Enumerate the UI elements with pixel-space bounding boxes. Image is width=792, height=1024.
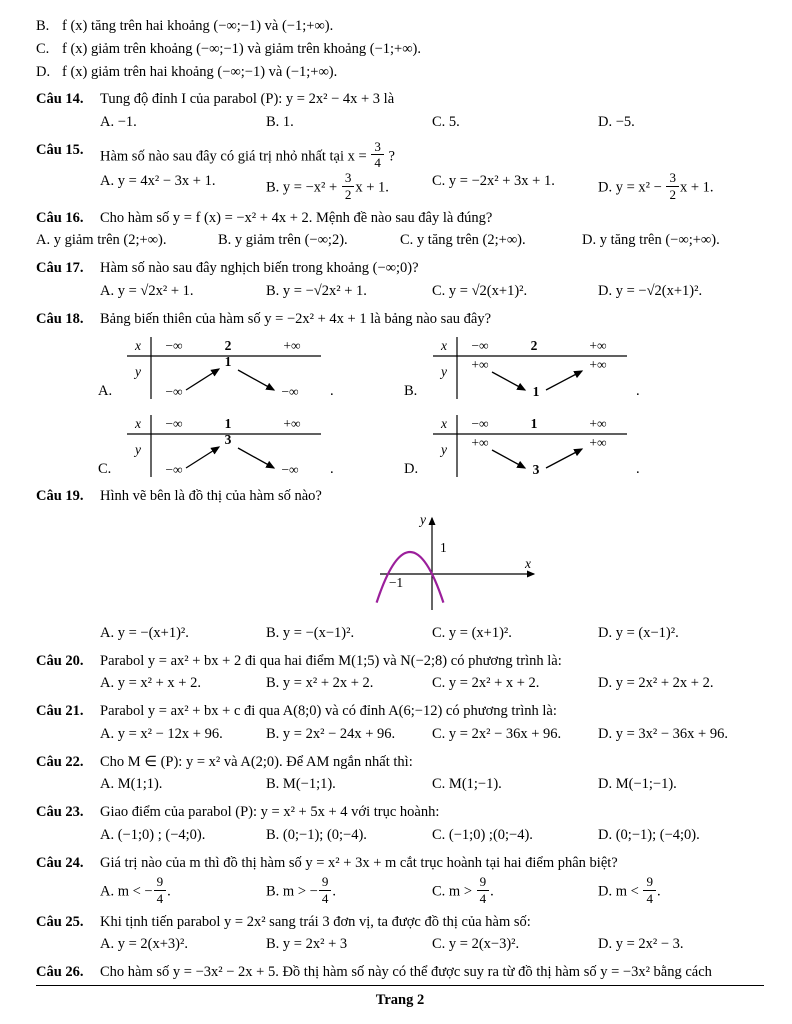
option-item: B. y = x² + 2x + 2. [266, 675, 374, 692]
option-text: f (x) giảm trên khoảng (−∞;−1) và giảm trên khoảng (−1;+∞). [62, 40, 421, 57]
question [36, 309, 764, 481]
question-stem: Hàm số nào sau đây nghịch biến trong khoảng (−∞;0)? [100, 260, 419, 276]
question-number: Câu 24. [36, 854, 84, 871]
question-stem: Cho hàm số y = −3x² − 2x + 5. Đồ thị hàm số này có thể được suy ra từ đồ thị hàm số y = −3x² bằng cách [100, 964, 712, 981]
question [36, 701, 764, 746]
x-value: 2 [530, 338, 538, 354]
question [36, 651, 764, 696]
question-line [36, 962, 764, 984]
fraction [643, 875, 656, 905]
question-line [36, 853, 764, 875]
y-limit: −∞ [165, 462, 183, 478]
option-item: B. (0;−1); (0;−4). [266, 826, 367, 843]
option-item: C. y = −2x² + 3x + 1. [432, 173, 555, 190]
y-extremum: 1 [532, 384, 540, 400]
question-stem: Khi tịnh tiến parabol y = 2x² sang trái 3 đơn vị, ta được đồ thị của hàm số: [100, 913, 531, 930]
options-row [100, 171, 764, 201]
question-line [36, 486, 764, 508]
question-line [36, 802, 764, 824]
options-row [100, 673, 764, 695]
question [36, 752, 764, 797]
option-item: A. y = 4x² − 3x + 1. [100, 173, 216, 190]
option-item: D. y = 2x² − 3. [598, 936, 684, 953]
variation-table-option [98, 412, 404, 480]
y-limit: −∞ [281, 462, 299, 478]
document-content [36, 16, 764, 984]
variation-table-option [404, 412, 710, 480]
trend-arrow [546, 449, 582, 468]
options-row [100, 875, 764, 905]
option-text: f (x) giảm trên hai khoảng (−∞;−1) và (−1;+∞). [62, 63, 338, 80]
option-item: D. y = x² − $\frac{3}{2}$ x + 1. [598, 170, 714, 202]
variation-tables [98, 334, 764, 480]
question-line [36, 309, 764, 331]
y-tick-label: 1 [440, 540, 447, 555]
question [36, 89, 764, 134]
options-row [100, 112, 764, 134]
x-value: +∞ [283, 416, 301, 432]
y-row-header: y [441, 364, 447, 380]
fraction-denominator: 4 [321, 890, 329, 906]
trend-arrow [492, 450, 525, 468]
question-stem: Parabol y = ax² + bx + 2 đi qua hai điểm M(1;5) và N(−2;8) có phương trình là: [100, 652, 562, 669]
fraction-denominator: 4 [479, 890, 487, 906]
x-value: −∞ [471, 416, 489, 432]
question [36, 962, 764, 984]
question-line [36, 208, 764, 230]
option-item: A. M(1;1). [100, 776, 163, 793]
trend-arrow [492, 372, 525, 390]
option-item: B. 1. [266, 114, 294, 130]
trend-arrow [546, 371, 582, 390]
y-extremum: 3 [532, 462, 540, 478]
question-line [36, 651, 764, 673]
option-item: B. y = −√2x² + 1. [266, 282, 367, 299]
x-value: 2 [224, 338, 232, 354]
page-footer [36, 985, 764, 1012]
option-item: D. M(−1;−1). [598, 776, 677, 793]
page-number: Trang 2 [375, 992, 425, 1009]
question [36, 912, 764, 957]
trend-arrow [186, 369, 219, 390]
option-item: A. −1. [100, 114, 137, 130]
question-stem: Parabol y = ax² + bx + c đi qua A(8;0) và có đỉnh A(6;−12) có phương trình là: [100, 703, 557, 719]
question-line [36, 752, 764, 774]
x-row-header: x [135, 416, 141, 432]
fraction-denominator: 4 [646, 890, 653, 906]
fraction-numerator: 9 [319, 875, 332, 891]
option-item: D. y = (x−1)². [598, 624, 679, 641]
x-value: −∞ [471, 338, 489, 354]
option-letter: B. [36, 18, 50, 34]
question-number: Câu 23. [36, 804, 84, 820]
options-row [100, 825, 764, 847]
question [36, 208, 764, 253]
y-row-header: y [441, 442, 447, 458]
option-item: B. y = 2x² + 3 [266, 936, 348, 953]
variation-table-option [404, 334, 710, 402]
fraction [666, 171, 679, 201]
table-option-letter: C. [98, 460, 112, 477]
fraction-denominator: 4 [156, 890, 164, 906]
option-item: C. (−1;0) ;(0;−4). [432, 826, 533, 843]
option-item: A. (−1;0) ; (−4;0). [100, 826, 206, 843]
function-graph [372, 510, 764, 622]
option-item: D. y = 2x² + 2x + 2. [598, 675, 714, 692]
option-item: B. y = −x² + $\frac{3}{2}$ x + 1. [266, 170, 389, 202]
y-limit: +∞ [471, 357, 489, 373]
question-number: Câu 15. [36, 141, 84, 158]
table-option-letter: A. [98, 382, 113, 399]
question-stem: Tung độ đỉnh I của parabol (P): y = 2x² − 4x + 3 là [100, 91, 395, 108]
fraction [477, 875, 490, 905]
option-item: C. 5. [432, 114, 460, 130]
y-row-header: y [135, 364, 141, 380]
question-line [36, 89, 764, 111]
fraction-denominator: 2 [344, 186, 352, 202]
variation-table-svg [124, 412, 324, 480]
option-item: A. y giảm trên (2;+∞). [36, 232, 167, 249]
lead-option [36, 62, 764, 84]
option-item: C. y = 2(x−3)². [432, 936, 520, 953]
fraction-numerator: 3 [371, 140, 384, 156]
question [36, 140, 764, 202]
question-number: Câu 16. [36, 209, 84, 226]
lead-option [36, 39, 764, 61]
option-item: C. y = (x+1)². [432, 624, 512, 641]
table-option-letter: D. [404, 460, 419, 477]
fraction-denominator: 4 [374, 155, 381, 171]
question [36, 802, 764, 847]
x-row-header: x [441, 338, 447, 354]
question [36, 853, 764, 906]
table-period: . [636, 382, 640, 399]
table-period: . [636, 460, 640, 477]
options-row [100, 724, 764, 746]
option-letter: D. [36, 63, 51, 80]
options-row [100, 281, 764, 303]
y-extremum: 3 [224, 432, 232, 448]
option-item: C. y = √2(x+1)². [432, 282, 528, 299]
option-item: A. y = x² − 12x + 96. [100, 725, 223, 742]
question [36, 486, 764, 644]
fraction-numerator: 9 [643, 875, 656, 891]
option-item: A. y = −(x+1)². [100, 624, 189, 641]
x-tick-label: −1 [388, 575, 404, 590]
question-number: Câu 17. [36, 260, 84, 276]
graph-svg [372, 510, 552, 614]
x-axis-label: x [525, 556, 531, 571]
table-option-letter: B. [404, 382, 418, 399]
option-item: B. y giảm trên (−∞;2). [218, 232, 348, 249]
option-item: A. m < − $\frac{9}{4}$ . [100, 874, 171, 906]
question-stem: Bảng biến thiên của hàm số y = −2x² + 4x + 1 là bảng nào sau đây? [100, 310, 492, 327]
question-stem: Cho M ∈ (P): y = x² và A(2;0). Để AM ngắn nhất thì: [100, 753, 413, 770]
option-item: D. m < $\frac{9}{4}$ . [598, 874, 661, 906]
fraction-numerator: 3 [666, 171, 679, 187]
fraction [319, 875, 332, 905]
x-value: 1 [530, 416, 538, 432]
question-line [36, 258, 764, 280]
x-value: +∞ [283, 338, 301, 354]
question-number: Câu 18. [36, 310, 84, 327]
question-stem: Hàm số nào sau đây có giá trị nhỏ nhất tại x = $\frac{3}{4}$ ? [100, 138, 395, 171]
question-number: Câu 21. [36, 703, 84, 719]
option-item: C. y = 2x² − 36x + 96. [432, 725, 562, 742]
y-row-header: y [135, 442, 141, 458]
option-item: B. M(−1;1). [266, 776, 336, 793]
fraction-denominator: 2 [669, 186, 676, 202]
fraction [371, 140, 384, 170]
option-item: A. y = 2(x+3)². [100, 936, 188, 953]
variation-table-svg [430, 334, 630, 402]
question-stem: Hình vẽ bên là đồ thị của hàm số nào? [100, 488, 322, 505]
x-row-header: x [441, 416, 447, 432]
y-limit: +∞ [589, 435, 607, 451]
variation-table-svg [124, 334, 324, 402]
question-number: Câu 19. [36, 488, 84, 505]
question-line [36, 701, 764, 723]
question-stem: Cho hàm số y = f (x) = −x² + 4x + 2. Mệnh đề nào sau đây là đúng? [100, 209, 493, 226]
variation-table-option [98, 334, 404, 402]
fraction-numerator: 3 [342, 171, 355, 187]
x-row-header: x [135, 338, 141, 354]
option-item: A. y = x² + x + 2. [100, 675, 201, 692]
option-item: D. (0;−1); (−4;0). [598, 826, 700, 843]
question-number: Câu 22. [36, 753, 84, 770]
table-period: . [330, 382, 334, 399]
option-item: D. y tăng trên (−∞;+∞). [582, 232, 720, 249]
y-extremum: 1 [224, 354, 232, 370]
y-limit: −∞ [281, 384, 299, 400]
y-axis-label: y [420, 512, 426, 527]
x-value: −∞ [165, 416, 183, 432]
fraction-numerator: 9 [154, 875, 167, 891]
y-limit: +∞ [471, 435, 489, 451]
question-line [36, 912, 764, 934]
options-row [100, 934, 764, 956]
fraction [342, 171, 355, 201]
option-item: B. y = 2x² − 24x + 96. [266, 725, 396, 742]
option-item: D. y = 3x² − 36x + 96. [598, 725, 728, 742]
x-value: 1 [224, 416, 232, 432]
option-letter: C. [36, 40, 50, 57]
question-stem: Giá trị nào của m thì đồ thị hàm số y = x² + 3x + m cắt trục hoành tại hai điểm phân biệt? [100, 854, 618, 871]
x-value: +∞ [589, 338, 607, 354]
variation-table-svg [430, 412, 630, 480]
question-number: Câu 25. [36, 913, 84, 930]
options-row [100, 774, 764, 796]
question-line [36, 140, 764, 170]
fraction-numerator: 9 [477, 875, 490, 891]
question-stem: Giao điểm của parabol (P): y = x² + 5x + 4 với trục hoành: [100, 804, 440, 820]
y-limit: +∞ [589, 357, 607, 373]
question [36, 258, 764, 303]
question-number: Câu 20. [36, 652, 84, 669]
options-row [36, 230, 764, 252]
trend-arrow [186, 447, 219, 468]
option-item: B. y = −(x−1)². [266, 624, 355, 641]
option-text: f (x) tăng trên hai khoảng (−∞;−1) và (−1;+∞). [62, 18, 334, 34]
parabola-curve [377, 552, 444, 603]
option-item: A. y = √2x² + 1. [100, 282, 194, 299]
option-item: B. m > − $\frac{9}{4}$ . [266, 874, 336, 906]
x-value: +∞ [589, 416, 607, 432]
trend-arrow [238, 448, 274, 468]
option-item: D. −5. [598, 114, 635, 130]
options-row [100, 623, 764, 645]
option-item: C. M(1;−1). [432, 776, 502, 793]
table-period: . [330, 460, 334, 477]
trend-arrow [238, 370, 274, 390]
option-item: C. y = 2x² + x + 2. [432, 675, 540, 692]
option-item: C. y tăng trên (2;+∞). [400, 232, 526, 249]
fraction [154, 875, 167, 905]
y-limit: −∞ [165, 384, 183, 400]
option-item: C. m > $\frac{9}{4}$ . [432, 874, 494, 906]
x-value: −∞ [165, 338, 183, 354]
option-item: D. y = −√2(x+1)². [598, 282, 703, 299]
lead-option [36, 16, 764, 38]
question-number: Câu 14. [36, 91, 84, 108]
question-number: Câu 26. [36, 964, 84, 981]
